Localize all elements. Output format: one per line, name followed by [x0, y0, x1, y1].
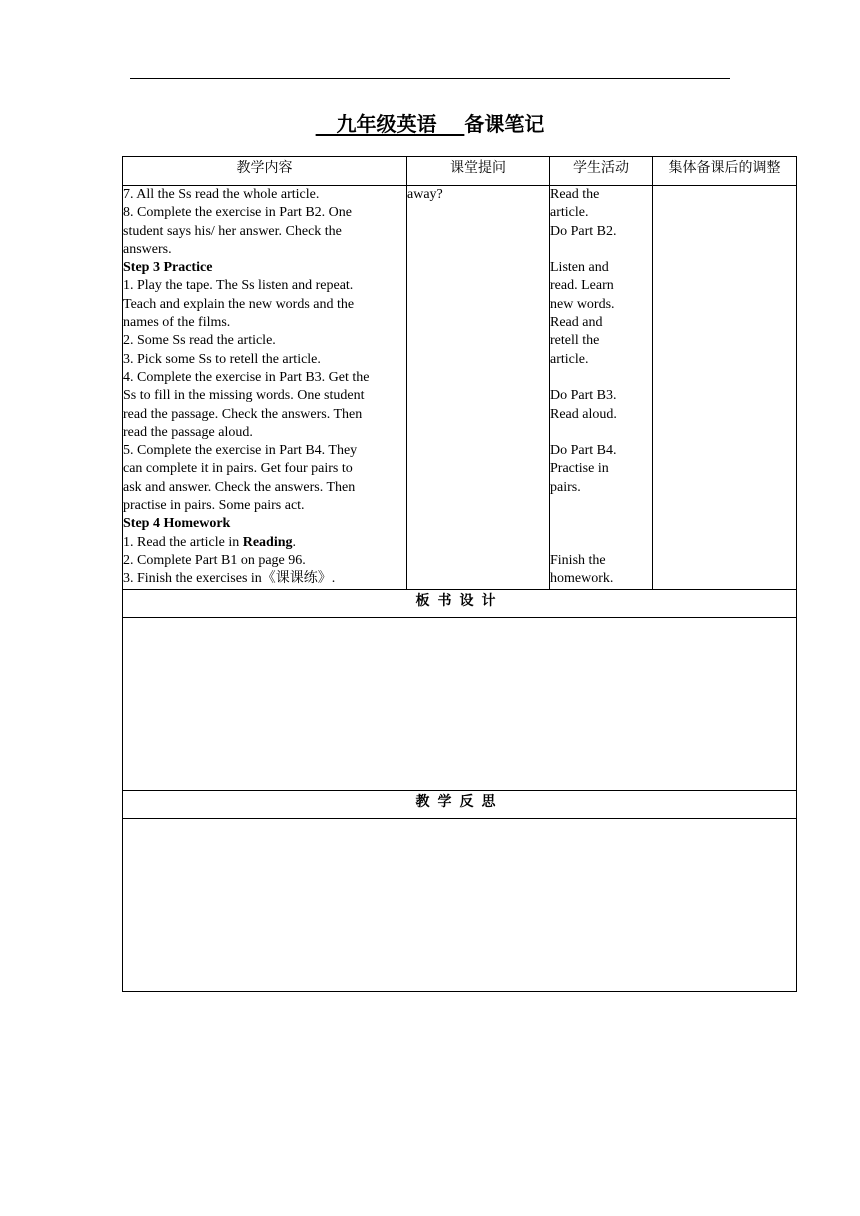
reflection-label: 教学反思	[123, 790, 797, 818]
content-line: practise in pairs. Some pairs act.	[123, 498, 305, 514]
board-design-row	[123, 617, 797, 790]
content-line: 4. Complete the exercise in Part B3. Get the	[123, 369, 370, 385]
activity-line: Read the	[550, 187, 600, 202]
board-design-header-row	[123, 589, 797, 617]
activity-line: new words.	[550, 296, 615, 312]
activity-line	[550, 241, 652, 259]
header-class-questions: 课堂提问	[407, 157, 550, 186]
step-heading: Step 3 Practice	[123, 260, 213, 276]
content-line: can complete it in pairs. Get four pairs to	[123, 461, 353, 477]
activity-line: article.	[550, 205, 589, 221]
activity-line: homework.	[550, 571, 614, 587]
page-title	[0, 110, 860, 138]
content-line: Teach and explain the new words and the	[123, 296, 355, 312]
activity-line	[550, 497, 652, 515]
adjustments-cell	[653, 186, 797, 590]
header-student-activities: 学生活动	[550, 157, 653, 186]
header-row	[123, 157, 797, 186]
content-line: ask and answer. Check the answers. Then	[123, 479, 356, 495]
activity-line: Do Part B3.	[550, 388, 617, 404]
student-activities-lines	[550, 186, 652, 589]
content-line: 3. Pick some Ss to retell the article.	[123, 351, 321, 367]
activity-line: Do Part B4.	[550, 443, 617, 459]
content-line: names of the films.	[123, 315, 231, 331]
content-line: 2. Complete Part B1 on page 96.	[123, 552, 306, 568]
header-rule	[130, 78, 730, 79]
reading-line-suffix: .	[292, 534, 297, 550]
step-heading: Step 4 Homework	[123, 516, 231, 532]
activity-line: Practise in	[550, 461, 609, 477]
activity-line: pairs.	[550, 479, 581, 495]
activity-line: Do Part B2.	[550, 223, 617, 239]
content-line: student says his/ her answer. Check the	[123, 223, 342, 239]
activity-line: read. Learn	[550, 278, 614, 294]
activity-line: Listen and	[550, 260, 609, 276]
title-subject: 九年级英语	[315, 112, 465, 136]
header-teaching-content: 教学内容	[123, 157, 407, 186]
content-line: 1. Play the tape. The Ss listen and repeat.	[123, 278, 354, 294]
content-line: 2. Some Ss read the article.	[123, 333, 276, 349]
activity-line	[550, 515, 652, 533]
activity-line	[550, 369, 652, 387]
reading-line-prefix: 1. Read the article in	[123, 534, 243, 550]
content-line: read the passage aloud.	[123, 424, 253, 440]
class-questions-cell: away?	[407, 186, 550, 590]
content-row	[123, 186, 797, 590]
activity-line: Read and	[550, 315, 603, 331]
content-line: 5. Complete the exercise in Part B4. They	[123, 443, 358, 459]
reflection-row	[123, 818, 797, 991]
header-adjustments: 集体备课后的调整	[653, 157, 797, 186]
content-line: 8. Complete the exercise in Part B2. One	[123, 205, 352, 221]
reflection-area	[123, 818, 797, 991]
reading-line-bold: Reading	[242, 534, 293, 550]
content-line: Ss to fill in the missing words. One student	[123, 388, 365, 404]
reflection-header-row	[123, 790, 797, 818]
activity-line: Read aloud.	[550, 406, 617, 422]
student-activities-cell	[550, 186, 653, 590]
activity-line	[550, 424, 652, 442]
content-line: 3. Finish the exercises in《课课练》.	[123, 571, 336, 587]
content-line	[123, 534, 406, 552]
board-design-area	[123, 617, 797, 790]
title-rest: 备课笔记	[464, 112, 545, 136]
activity-line: article.	[550, 351, 589, 367]
board-design-label: 板书设计	[123, 589, 797, 617]
lesson-plan-table	[122, 156, 797, 992]
teaching-content-lines	[123, 186, 406, 534]
activity-line: retell the	[550, 333, 600, 349]
content-line: 7. All the Ss read the whole article.	[123, 187, 320, 202]
activity-line: Finish the	[550, 552, 606, 568]
teaching-content-cell	[123, 186, 407, 590]
content-line: read the passage. Check the answers. Then	[123, 406, 363, 422]
activity-line	[550, 534, 652, 552]
content-line: answers.	[123, 241, 172, 257]
